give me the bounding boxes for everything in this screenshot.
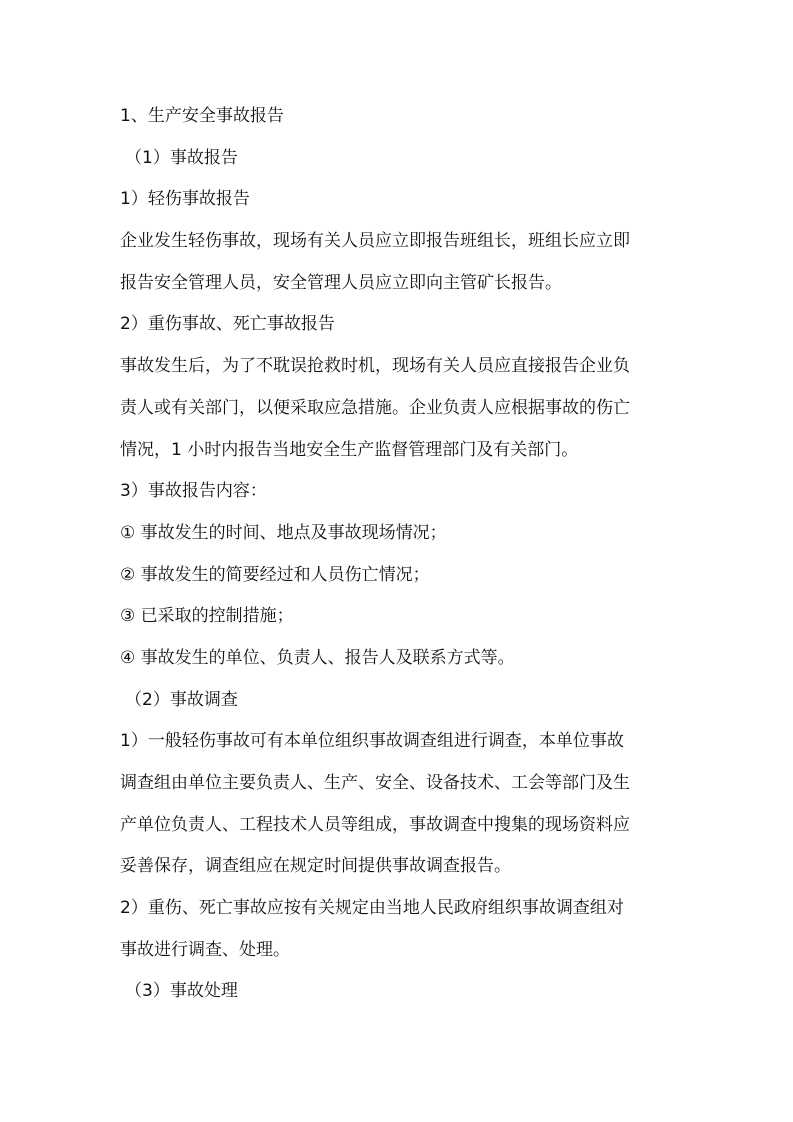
item-heading: 3）事故报告内容： <box>120 481 267 502</box>
subsection-heading: （2）事故调查 <box>125 689 238 710</box>
list-item: ② 事故发生的简要经过和人员伤亡情况； <box>120 564 430 585</box>
subsection-heading: （1）事故报告 <box>125 147 238 168</box>
paragraph-line: 2）重伤、死亡事故应按有关规定由当地人民政府组织事故调查组对 <box>120 898 624 919</box>
list-item: ④ 事故发生的单位、负责人、报告人及联系方式等。 <box>120 647 515 668</box>
paragraph-line: 妥善保存，调查组应在规定时间提供事故调查报告。 <box>120 856 511 877</box>
list-item: ① 事故发生的时间、地点及事故现场情况； <box>120 522 447 543</box>
paragraph-line: 事故进行调查、处理。 <box>120 939 290 960</box>
paragraph-line: 情况，1 小时内报告当地安全生产监督管理部门及有关部门。 <box>120 439 579 460</box>
subsection-heading: （3）事故处理 <box>125 981 238 1002</box>
paragraph-line: 事故发生后，为了不耽误抢救时机，现场有关人员应直接报告企业负 <box>120 356 630 377</box>
paragraph-line: 调查组由单位主要负责人、生产、安全、设备技术、工会等部门及生 <box>120 773 630 793</box>
list-item: ③ 已采取的控制措施； <box>120 606 294 627</box>
paragraph-line: 企业发生轻伤事故，现场有关人员应立即报告班组长，班组长应立即 <box>120 231 630 252</box>
paragraph-line: 报告安全管理人员，安全管理人员应立即向主管矿长报告。 <box>120 272 562 293</box>
paragraph-line: 责人或有关部门，以便采取应急措施。企业负责人应根据事故的伤亡 <box>120 397 630 418</box>
item-heading: 2）重伤事故、死亡事故报告 <box>120 314 335 335</box>
item-heading: 1）轻伤事故报告 <box>120 189 250 210</box>
paragraph-line: 产单位负责人、工程技术人员等组成，事故调查中搜集的现场资料应 <box>120 814 630 835</box>
document-body <box>120 96 680 1013</box>
paragraph-line: 1）一般轻伤事故可有本单位组织事故调查组进行调查，本单位事故 <box>120 731 624 752</box>
section-heading: 1、生产安全事故报告 <box>120 106 284 126</box>
